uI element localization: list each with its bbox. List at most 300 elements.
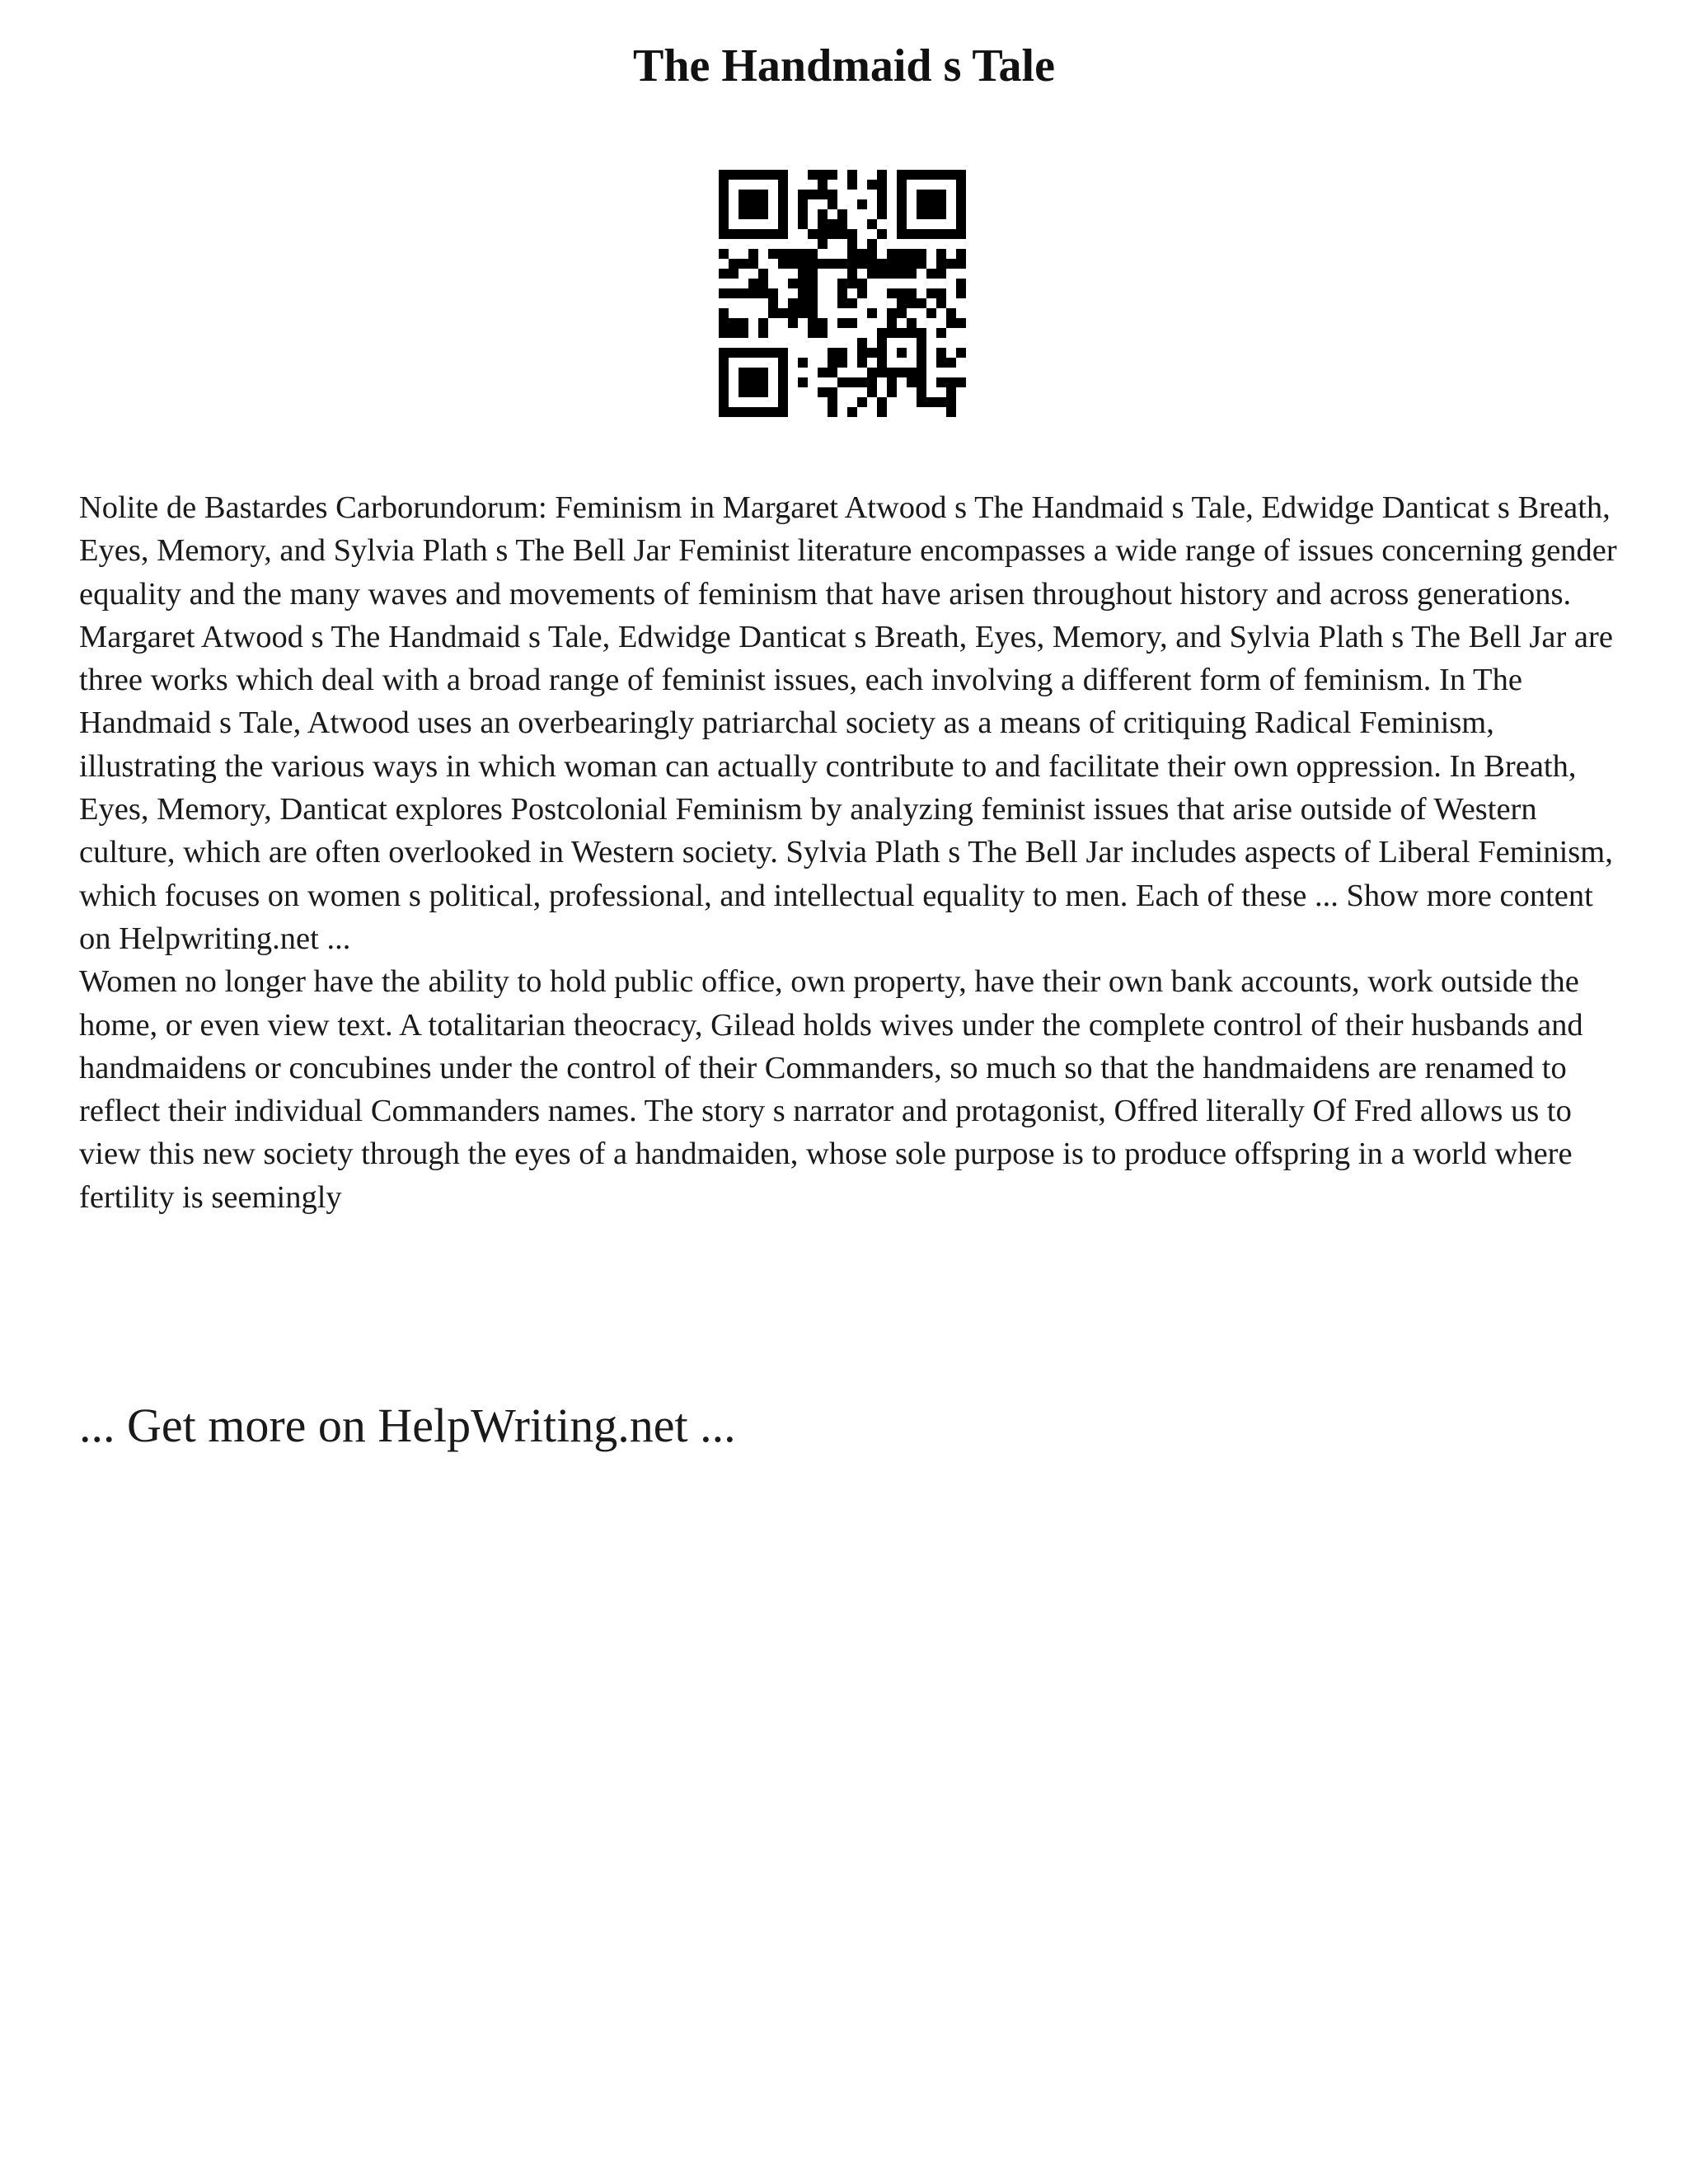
qr-module: [956, 377, 966, 387]
qr-module: [926, 209, 936, 219]
qr-module: [956, 259, 966, 269]
qr-module: [788, 298, 798, 308]
qr-module: [887, 328, 897, 338]
qr-module: [887, 377, 897, 387]
qr-module: [818, 368, 828, 377]
qr-module: [946, 318, 956, 328]
qr-module: [808, 308, 818, 318]
qr-module: [719, 348, 729, 358]
qr-module: [877, 199, 887, 209]
qr-module: [897, 180, 907, 190]
qr-module: [857, 288, 867, 298]
qr-module: [956, 180, 966, 190]
qr-code: [719, 170, 966, 417]
qr-module: [847, 318, 857, 328]
qr-module: [877, 269, 887, 279]
qr-module: [808, 328, 818, 338]
qr-module: [946, 308, 956, 318]
qr-module: [748, 387, 758, 397]
qr-module: [808, 318, 818, 328]
qr-module: [926, 190, 936, 199]
qr-module: [808, 170, 818, 180]
qr-module: [917, 348, 926, 358]
qr-module: [936, 199, 946, 209]
qr-module: [897, 229, 907, 239]
qr-module: [907, 318, 917, 328]
qr-module: [828, 358, 837, 368]
qr-module: [926, 199, 936, 209]
qr-module: [828, 397, 837, 407]
qr-module: [926, 229, 936, 239]
qr-module: [719, 229, 729, 239]
qr-module: [907, 269, 917, 279]
qr-module: [748, 170, 758, 180]
qr-module: [847, 239, 857, 249]
qr-module: [917, 170, 926, 180]
qr-module: [818, 180, 828, 190]
qr-module: [758, 377, 768, 387]
qr-module: [877, 170, 887, 180]
document-title: The Handmaid s Tale: [633, 40, 1055, 91]
qr-module: [877, 348, 887, 358]
qr-module: [946, 397, 956, 407]
qr-module: [936, 249, 946, 259]
qr-module: [907, 328, 917, 338]
qr-module: [719, 209, 729, 219]
qr-module: [729, 328, 738, 338]
qr-module: [897, 298, 907, 308]
qr-module: [897, 368, 907, 377]
qr-module: [847, 377, 857, 387]
qr-module: [837, 377, 847, 387]
qr-module: [758, 318, 768, 328]
qr-module: [768, 348, 778, 358]
qr-module: [936, 348, 946, 358]
qr-module: [738, 209, 748, 219]
qr-module: [956, 219, 966, 229]
qr-module: [828, 229, 837, 239]
get-more-link[interactable]: ... Get more on HelpWriting.net ...: [79, 1399, 736, 1452]
qr-module: [778, 368, 788, 377]
qr-module: [956, 229, 966, 239]
qr-module: [867, 368, 877, 377]
qr-module: [738, 377, 748, 387]
qr-module: [936, 288, 946, 298]
qr-module: [818, 239, 828, 249]
qr-module: [867, 269, 877, 279]
qr-module: [768, 170, 778, 180]
qr-module: [956, 288, 966, 298]
qr-module: [768, 249, 778, 259]
qr-module: [877, 328, 887, 338]
qr-module: [877, 338, 887, 348]
qr-module: [778, 229, 788, 239]
qr-module: [738, 328, 748, 338]
qr-module: [788, 279, 798, 288]
qr-module: [887, 308, 897, 318]
qr-module: [738, 199, 748, 209]
qr-module: [818, 229, 828, 239]
qr-module: [778, 219, 788, 229]
qr-module: [897, 328, 907, 338]
qr-module: [897, 308, 907, 318]
qr-module: [798, 279, 808, 288]
qr-module: [748, 288, 758, 298]
paragraph-gilead: Women no longer have the ability to hold public office, own property, have their own bank accounts, work outside the home, or even view text. A totalitarian theocracy, Gilead holds wives under the complete control of their husbands and handmaidens or concubines under the control of their Commanders, so much so that the handmaidens are renamed to reflect their individual Commanders names. The story s narrator and protagonist, Offred literally Of Fred allows us to view this new society through the eyes of a handmaiden, whose sole purpose is to produce offspring in a world where fertility is seemingly: [79, 964, 1583, 1215]
qr-module: [956, 170, 966, 180]
qr-module: [798, 249, 808, 259]
qr-module: [778, 180, 788, 190]
qr-module: [828, 368, 837, 377]
qr-module: [808, 229, 818, 239]
qr-module: [936, 259, 946, 269]
qr-module: [887, 288, 897, 298]
qr-module: [837, 219, 847, 229]
qr-module: [758, 279, 768, 288]
qr-module: [719, 308, 729, 318]
qr-module: [897, 269, 907, 279]
qr-module: [748, 229, 758, 239]
qr-module: [818, 259, 828, 269]
qr-module: [917, 249, 926, 259]
qr-module: [857, 358, 867, 368]
qr-module: [917, 259, 926, 269]
qr-module: [758, 199, 768, 209]
qr-module: [778, 249, 788, 259]
qr-module: [907, 368, 917, 377]
qr-module: [857, 259, 867, 269]
qr-module: [887, 318, 897, 328]
qr-module: [926, 397, 936, 407]
qr-module: [758, 209, 768, 219]
qr-module: [897, 259, 907, 269]
qr-module: [748, 249, 758, 259]
qr-module: [917, 338, 926, 348]
qr-module: [798, 219, 808, 229]
qr-module: [719, 377, 729, 387]
qr-module: [867, 219, 877, 229]
qr-module: [907, 377, 917, 387]
qr-module: [936, 170, 946, 180]
qr-module: [808, 249, 818, 259]
qr-module: [798, 288, 808, 298]
qr-module: [917, 190, 926, 199]
qr-module: [877, 368, 887, 377]
qr-module: [758, 269, 768, 279]
qr-module: [857, 199, 867, 209]
qr-module: [778, 308, 788, 318]
qr-module: [758, 368, 768, 377]
qr-module: [778, 209, 788, 219]
qr-module: [778, 397, 788, 407]
qr-module: [887, 249, 897, 259]
qr-module: [738, 387, 748, 397]
qr-module: [828, 387, 837, 397]
qr-module: [897, 199, 907, 209]
qr-module: [828, 348, 837, 358]
qr-module: [847, 170, 857, 180]
qr-module: [907, 298, 917, 308]
qr-module: [847, 259, 857, 269]
qr-module: [808, 269, 818, 279]
qr-module: [778, 358, 788, 368]
qr-module: [788, 249, 798, 259]
qr-module: [828, 170, 837, 180]
qr-module: [719, 170, 729, 180]
qr-module: [808, 288, 818, 298]
qr-module: [867, 180, 877, 190]
qr-module: [887, 387, 897, 397]
qr-module: [798, 269, 808, 279]
qr-module: [936, 358, 946, 368]
qr-module: [837, 259, 847, 269]
qr-module: [946, 170, 956, 180]
qr-module: [768, 407, 778, 417]
qr-module: [798, 298, 808, 308]
document-body: [79, 486, 1620, 1219]
qr-module: [719, 288, 729, 298]
qr-module: [946, 387, 956, 397]
qr-module: [828, 259, 837, 269]
qr-module: [917, 229, 926, 239]
qr-module: [778, 387, 788, 397]
qr-module: [877, 407, 887, 417]
qr-module: [887, 368, 897, 377]
qr-module: [897, 348, 907, 358]
qr-module: [748, 199, 758, 209]
qr-module: [818, 219, 828, 229]
qr-module: [729, 269, 738, 279]
qr-module: [867, 377, 877, 387]
qr-module: [798, 199, 808, 209]
qr-module: [897, 209, 907, 219]
qr-module: [917, 377, 926, 387]
qr-module: [917, 368, 926, 377]
qr-module: [828, 219, 837, 229]
qr-module: [758, 407, 768, 417]
qr-module: [729, 229, 738, 239]
qr-module: [847, 180, 857, 190]
qr-module: [818, 209, 828, 219]
qr-module: [837, 279, 847, 288]
qr-module: [887, 269, 897, 279]
qr-module: [798, 209, 808, 219]
qr-module: [936, 397, 946, 407]
qr-module: [828, 407, 837, 417]
qr-module: [719, 219, 729, 229]
qr-module: [917, 209, 926, 219]
qr-module: [798, 259, 808, 269]
qr-module: [768, 229, 778, 239]
qr-module: [946, 407, 956, 417]
qr-module: [719, 368, 729, 377]
qr-module: [748, 368, 758, 377]
qr-module: [877, 190, 887, 199]
qr-module: [857, 338, 867, 348]
qr-module: [719, 269, 729, 279]
qr-module: [719, 397, 729, 407]
qr-module: [729, 288, 738, 298]
qr-module: [907, 249, 917, 259]
qr-module: [926, 288, 936, 298]
qr-module: [778, 259, 788, 269]
qr-module: [738, 407, 748, 417]
qr-module: [808, 298, 818, 308]
qr-module: [867, 239, 877, 249]
qr-module: [818, 170, 828, 180]
qr-module: [768, 308, 778, 318]
qr-module: [917, 298, 926, 308]
qr-module: [936, 269, 946, 279]
qr-module: [729, 259, 738, 269]
qr-module: [748, 279, 758, 288]
qr-module: [877, 209, 887, 219]
qr-module: [719, 328, 729, 338]
qr-module: [729, 318, 738, 328]
qr-module: [738, 170, 748, 180]
qr-module: [956, 249, 966, 259]
qr-module: [907, 170, 917, 180]
qr-module: [877, 180, 887, 190]
qr-module: [738, 229, 748, 239]
qr-module: [837, 298, 847, 308]
qr-module: [956, 348, 966, 358]
qr-module: [917, 387, 926, 397]
qr-module: [758, 170, 768, 180]
qr-module: [828, 190, 837, 199]
qr-module: [936, 229, 946, 239]
qr-module: [956, 279, 966, 288]
qr-module: [719, 407, 729, 417]
qr-module: [936, 298, 946, 308]
qr-module: [857, 377, 867, 387]
qr-module: [897, 190, 907, 199]
qr-module: [877, 229, 887, 239]
qr-module: [778, 199, 788, 209]
qr-module: [946, 377, 956, 387]
qr-module: [847, 249, 857, 259]
qr-module: [758, 387, 768, 397]
qr-module: [926, 170, 936, 180]
qr-module: [897, 249, 907, 259]
qr-module: [738, 318, 748, 328]
qr-module: [946, 259, 956, 269]
qr-module: [867, 387, 877, 397]
qr-module: [738, 368, 748, 377]
paragraph-intro: Nolite de Bastardes Carborundorum: Feminism in Margaret Atwood s The Handmaid s Tale, Edwidge Danticat s Breath, Eyes, Memory, and Sylvia Plath s The Bell Jar Feminist literature encompasses a wide range of issues concerning gender equality and the many waves and movements of feminism that have arisen throughout history and across generations. Margaret Atwood s The Handmaid s Tale, Edwidge Danticat s Breath, Eyes, Memory, and Sylvia Plath s The Bell Jar are three works which deal with a broad range of feminist issues, each involving a different form of feminism. In The Handmaid s Tale, Atwood uses an overbearingly patriarchal society as a means of critiquing Radical Feminism, illustrating the various ways in which woman can actually contribute to and facilitate their own oppression. In Breath, Eyes, Memory, Danticat explores Postcolonial Feminism by analyzing feminist issues that arise outside of Western culture, which are often overlooked in Western society. Sylvia Plath s The Bell Jar includes aspects of Liberal Feminism, which focuses on women s political, professional, and intellectual equality to men. Each of these ... Show more content on Helpwriting.net ...: [79, 490, 1617, 956]
qr-module: [719, 199, 729, 209]
qr-module: [738, 288, 748, 298]
qr-module: [798, 358, 808, 368]
qr-module: [867, 249, 877, 259]
qr-module: [758, 229, 768, 239]
qr-module: [907, 259, 917, 269]
qr-module: [808, 279, 818, 288]
qr-module: [748, 377, 758, 387]
qr-module: [738, 259, 748, 269]
qr-module: [778, 170, 788, 180]
qr-module: [798, 377, 808, 387]
qr-module: [778, 348, 788, 358]
qr-module: [729, 170, 738, 180]
qr-module: [956, 209, 966, 219]
qr-module: [907, 229, 917, 239]
qr-module: [738, 348, 748, 358]
qr-module: [847, 269, 857, 279]
qr-module: [956, 318, 966, 328]
qr-module: [729, 407, 738, 417]
qr-module: [768, 288, 778, 298]
qr-module: [729, 348, 738, 358]
qr-module: [719, 180, 729, 190]
qr-module: [887, 259, 897, 269]
qr-module: [867, 348, 877, 358]
qr-module: [738, 190, 748, 199]
qr-module: [867, 308, 877, 318]
qr-module: [857, 348, 867, 358]
qr-module: [748, 209, 758, 219]
qr-module: [907, 288, 917, 298]
qr-module: [837, 209, 847, 219]
qr-module: [847, 279, 857, 288]
qr-module: [837, 348, 847, 358]
qr-module: [946, 229, 956, 239]
qr-module: [798, 190, 808, 199]
qr-module: [719, 249, 729, 259]
qr-module: [837, 318, 847, 328]
qr-module: [758, 288, 768, 298]
qr-module: [808, 190, 818, 199]
qr-module: [837, 358, 847, 368]
qr-module: [778, 377, 788, 387]
qr-module: [748, 407, 758, 417]
qr-module: [877, 259, 887, 269]
qr-module: [897, 288, 907, 298]
qr-module: [748, 190, 758, 199]
qr-module: [917, 328, 926, 338]
qr-module: [788, 259, 798, 269]
qr-module: [828, 199, 837, 209]
qr-module: [847, 229, 857, 239]
qr-module: [857, 249, 867, 259]
qr-module: [857, 397, 867, 407]
qr-module: [758, 348, 768, 358]
qr-module: [897, 170, 907, 180]
qr-module: [778, 190, 788, 199]
qr-module: [818, 190, 828, 199]
qr-module: [936, 377, 946, 387]
qr-module: [926, 269, 936, 279]
qr-module: [857, 279, 867, 288]
qr-module: [778, 407, 788, 417]
qr-module: [897, 219, 907, 229]
qr-module: [877, 397, 887, 407]
qr-module: [956, 190, 966, 199]
qr-module: [917, 397, 926, 407]
qr-module: [719, 387, 729, 397]
qr-module: [788, 318, 798, 328]
qr-module: [847, 298, 857, 308]
qr-module: [917, 199, 926, 209]
qr-module: [788, 308, 798, 318]
qr-module: [877, 358, 887, 368]
qr-module: [936, 209, 946, 219]
qr-module: [847, 407, 857, 417]
qr-module: [768, 298, 778, 308]
qr-module: [748, 348, 758, 358]
qr-module: [837, 288, 847, 298]
qr-module: [936, 328, 946, 338]
